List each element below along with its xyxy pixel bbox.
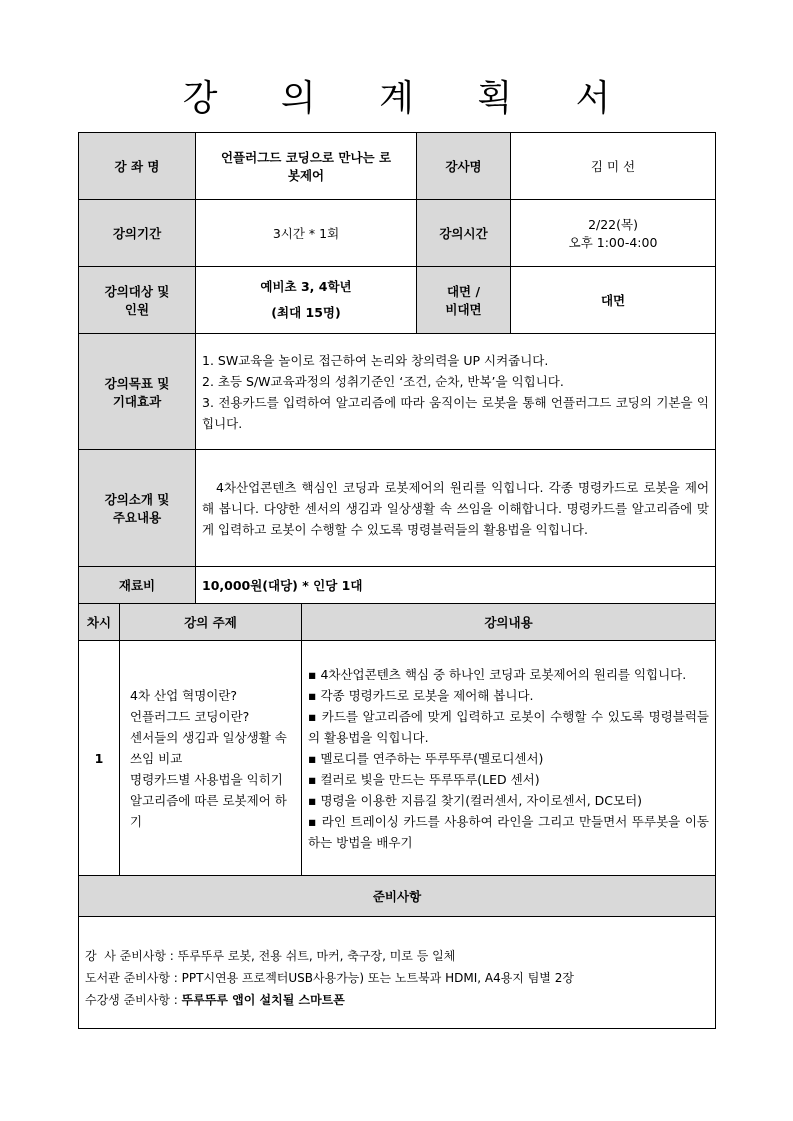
topic-item: 알고리즘에 따른 로봇제어 하기 <box>130 792 287 829</box>
prep-library <box>85 967 709 989</box>
prep-row <box>79 917 716 1029</box>
time-value <box>511 200 716 267</box>
content-item: ▪ 멜로디를 연주하는 뚜루뚜루(멜로디센서) <box>308 750 544 766</box>
prep-instructor-value: 뚜루뚜루 로봇, 전용 쉬트, 마커, 축구장, 미로 등 일체 <box>177 948 456 963</box>
instructor-label: 강사명 <box>417 133 511 200</box>
prep-library-value: PPT시연용 프로젝터USB사용가능) 또는 노트북과 HDMI, A4용지 팀별 2장 <box>181 970 574 985</box>
prep-student-value: 뚜루뚜루 앱이 설치될 스마트폰 <box>181 992 345 1007</box>
prep-list <box>79 917 716 1029</box>
target-grade: 예비초 3, 4학년 <box>260 279 352 294</box>
content-item: ▪ 라인 트레이싱 카드를 사용하여 라인을 그리고 만들면서 뚜루봇을 이동하는 방법을 배우기 <box>308 813 710 850</box>
prep-instructor-label: 강 사 준비사항 : <box>85 948 178 963</box>
instructor-value: 김 미 선 <box>511 133 716 200</box>
target-count: (최대 15명) <box>271 305 341 320</box>
goal-item: 3. 전용카드를 입력하여 알고리즘에 따라 움직이는 로봇을 통해 언플러그드 코딩의 기본을 익힙니다. <box>202 394 710 431</box>
time-hours: 오후 1:00-4:00 <box>568 235 658 250</box>
session-number: 1 <box>79 641 120 876</box>
material-value: 10,000원(대당) * 인당 1대 <box>196 567 716 604</box>
content-list <box>302 641 716 876</box>
content-item: ▪ 카드를 알고리즘에 맞게 입력하고 로봇이 수행할 수 있도록 명령블럭들의 활용법을 익힙니다. <box>308 708 710 745</box>
row-goals <box>79 334 716 450</box>
content-item: ▪ 각종 명령카드로 로봇을 제어해 봅니다. <box>308 687 534 703</box>
period-value: 3시간 * 1회 <box>196 200 417 267</box>
row-material <box>79 567 716 604</box>
content-item: ▪ 명령을 이용한 지름길 찾기(컬러센서, 자이로센서, DC모터) <box>308 792 643 808</box>
period-label: 강의기간 <box>79 200 196 267</box>
target-value <box>196 267 417 334</box>
course-label: 강 좌 명 <box>79 133 196 200</box>
prep-library-label: 도서관 준비사항 : <box>85 970 182 985</box>
topic-item: 4차 산업 혁명이란? <box>130 687 238 703</box>
prep-student-label: 수강생 준비사항 : <box>85 992 182 1007</box>
content-header: 강의내용 <box>302 604 716 641</box>
schedule-row <box>79 641 716 876</box>
prep-student <box>85 989 709 1011</box>
time-date: 2/22(목) <box>588 217 638 232</box>
row-course <box>79 133 716 200</box>
content-item: ▪ 4차산업콘텐츠 핵심 중 하나인 코딩과 로봇제어의 원리를 익힙니다. <box>308 666 687 682</box>
topic-item: 언플러그드 코딩이란? <box>130 708 250 724</box>
row-period <box>79 200 716 267</box>
intro-label: 강의소개 및 주요내용 <box>79 450 196 567</box>
row-target <box>79 267 716 334</box>
goal-item: 2. 초등 S/W교육과정의 성취기준인 ‘조건, 순차, 반복’을 익힙니다. <box>202 373 564 389</box>
mode-label: 대면 / 비대면 <box>417 267 511 334</box>
topic-header: 강의 주제 <box>120 604 302 641</box>
topic-item: 명령카드별 사용법을 익히기 <box>130 771 283 787</box>
prep-header-row <box>79 876 716 917</box>
topic-list <box>120 641 302 876</box>
time-label: 강의시간 <box>417 200 511 267</box>
content-item: ▪ 컬러로 빛을 만드는 뚜루뚜루(LED 센서) <box>308 771 540 787</box>
topic-item: 센서들의 생김과 일상생활 속 <box>130 729 287 745</box>
session-header: 차시 <box>79 604 120 641</box>
lecture-plan-table <box>78 132 716 1029</box>
prep-header: 준비사항 <box>79 876 716 917</box>
intro-text: 4차산업콘텐츠 핵심인 코딩과 로봇제어의 원리를 익힙니다. 각종 명령카드로 로봇을 제어해 봅니다. 다양한 센서의 생김과 일상생활 속 쓰임을 이해합니다. 명령카드를 알고리즘에 맞게 입력하고 로봇이 수행할 수 있도록 명령블럭들의 활용법을 익힙니다. <box>196 450 716 567</box>
target-label: 강의대상 및 인원 <box>79 267 196 334</box>
course-value: 언플러그드 코딩으로 만나는 로봇제어 <box>196 133 417 200</box>
mode-value: 대면 <box>511 267 716 334</box>
goal-item: 1. SW교육을 놀이로 접근하여 논리와 창의력을 UP 시켜줍니다. <box>202 352 549 368</box>
row-intro <box>79 450 716 567</box>
schedule-header-row <box>79 604 716 641</box>
goals-list <box>196 334 716 450</box>
topic-item: 쓰임 비교 <box>130 750 183 766</box>
material-label: 재료비 <box>79 567 196 604</box>
page-title: 강 의 계 획 서 <box>182 78 637 119</box>
goals-label: 강의목표 및 기대효과 <box>79 334 196 450</box>
prep-instructor <box>85 945 709 967</box>
